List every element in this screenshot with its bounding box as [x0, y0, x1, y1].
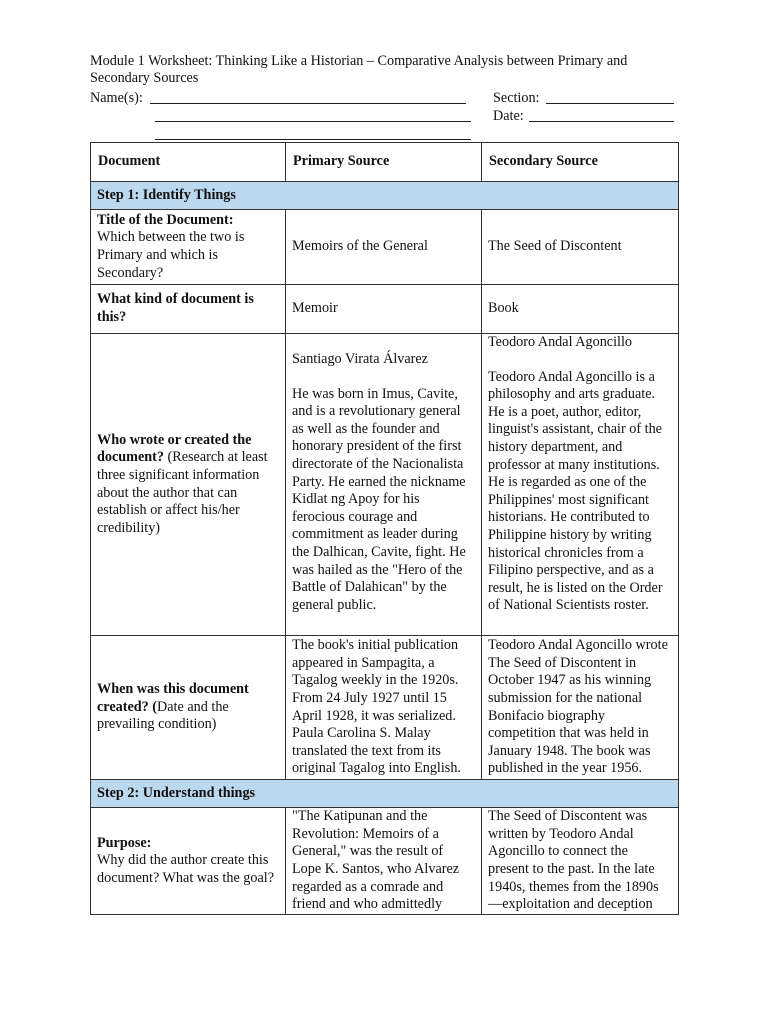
worksheet-title: Module 1 Worksheet: Thinking Like a Historian – Comparative Analysis between Primary and Secondary Sources: [90, 53, 628, 86]
row-label-when: [91, 636, 286, 780]
date-field-line[interactable]: [529, 121, 674, 122]
secondary-purpose-cell[interactable]: The Seed of Discontent was written by Teodoro Andal Agoncillo to connect the present to the past. In the late 1940s, themes from the 1890s —exploitation and deception: [482, 808, 679, 915]
primary-title-cell[interactable]: Memoirs of the General: [286, 210, 482, 285]
row-label-purpose-rest: Why did the author create this document? What was the goal?: [97, 852, 275, 886]
row-label-kind: What kind of document is this?: [91, 285, 286, 334]
col-header-secondary: Secondary Source: [482, 143, 679, 182]
primary-purpose-cell[interactable]: "The Katipunan and the Revolution: Memoirs of a General," was the result of Lope K. Santos, who Alvarez regarded as a comrade and friend and who admittedly: [286, 808, 482, 915]
section-label: Section:: [493, 90, 540, 106]
secondary-author-name: Teodoro Andal Agoncillo: [488, 334, 633, 350]
row-label-title: [91, 210, 286, 285]
row-label-title-rest: Which between the two is Primary and which is Secondary?: [97, 229, 245, 281]
step-2-row: [91, 780, 679, 808]
row-label-when-rest: Date and the prevailing condition): [97, 698, 229, 733]
primary-author-text: He was born in Imus, Cavite, and is a revolutionary general as well as the founder and honorary president of the first directorate of the Nacionalista Party. He earned the nickname Kidlat ng Apoy for his ferocious courage and commitment as leader during the Dalhican, Cavite, fight. He was hailed as the "Hero of the Battle of Dalahican" by the general public.: [292, 385, 466, 613]
table-row-kind: [91, 285, 679, 334]
table-header-row: [91, 143, 679, 182]
name-field-line-3[interactable]: [155, 139, 471, 140]
row-label-author-bold: Who wrote or created the document?: [97, 431, 252, 466]
date-label: Date:: [493, 108, 524, 124]
section-field-line[interactable]: [546, 103, 674, 104]
row-label-purpose: [91, 808, 286, 915]
table-row-purpose: [91, 808, 679, 915]
secondary-author-cell[interactable]: [482, 334, 679, 636]
step-1-heading: Step 1: Identify Things: [91, 182, 679, 210]
row-label-author-rest: (Research at least three significant information about the author that can establish or affect his/her credibility): [97, 449, 268, 536]
table-row-when: [91, 636, 679, 780]
worksheet-header: [90, 53, 680, 87]
row-label-purpose-bold: Purpose:: [97, 834, 152, 851]
secondary-author-text: Teodoro Andal Agoncillo is a philosophy and arts graduate. He is a poet, author, editor, linguist's assistant, chair of the history department, and professor at many institutions. He is regarded as one of the Philippines' most significant historians. He contributed to Philippine history by writing historical chronicles from a Filipino perspective, and as a result, he is listed on the Order of National Scientists roster.: [488, 368, 663, 614]
col-header-primary: Primary Source: [286, 143, 482, 182]
comparison-table: [90, 142, 679, 915]
name-field-line-2[interactable]: [155, 121, 471, 122]
name-field-line-1[interactable]: [150, 103, 466, 104]
primary-author-cell[interactable]: [286, 334, 482, 636]
primary-kind-cell[interactable]: Memoir: [286, 285, 482, 334]
primary-when-cell[interactable]: The book's initial publication appeared in Sampagita, a Tagalog weekly in the 1920s. From 24 July 1927 until 15 April 1928, it was serialized. Paula Carolina S. Malay translated the text from its original Tagalog into English.: [286, 636, 482, 780]
col-header-document: Document: [91, 143, 286, 182]
table-row-author: [91, 334, 679, 636]
row-label-author: [91, 334, 286, 636]
primary-author-name: Santiago Virata Álvarez: [292, 351, 428, 367]
secondary-when-cell[interactable]: Teodoro Andal Agoncillo wrote The Seed of Discontent in October 1947 as his winning submission for the national Bonifacio biography competition that was held in January 1948. The book was published in the year 1956.: [482, 636, 679, 780]
row-label-title-bold: Title of the Document:: [97, 211, 234, 228]
secondary-title-cell[interactable]: The Seed of Discontent: [482, 210, 679, 285]
row-label-when-bold: When was this document created? (: [97, 681, 249, 715]
step-2-heading: Step 2: Understand things: [91, 780, 679, 808]
secondary-kind-cell[interactable]: Book: [482, 285, 679, 334]
step-1-row: [91, 182, 679, 210]
name-label: Name(s):: [90, 90, 143, 106]
table-row-title: [91, 210, 679, 285]
